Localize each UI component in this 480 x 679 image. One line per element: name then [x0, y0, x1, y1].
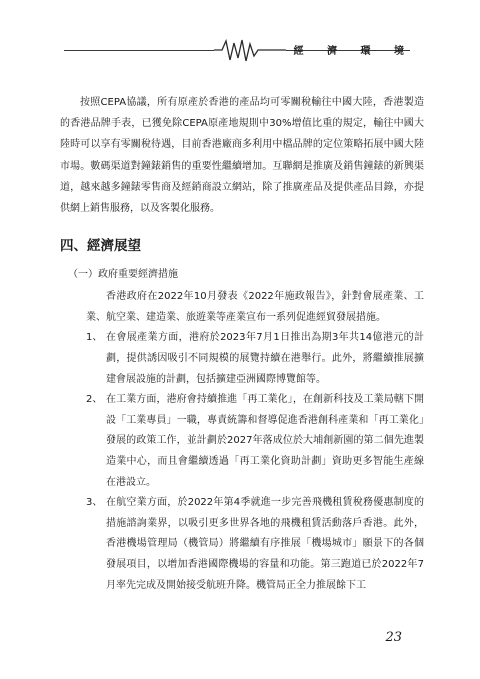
subsection-title: （一）政府重要經濟措施 — [68, 269, 178, 281]
page-number: 23 — [385, 630, 402, 645]
list-item-text: 在航空業方面，於2022年第4季就進一步完善飛機租賃稅務優惠制度的措施諮詢業界，以吸引更多世界各地的飛機租賃活動落戶香港。此外，香港機場管理局（機管局）將繼續有序推展「機場城市」願景下的各個發展項目，以增加香港國際機場的容量和功能。第三跑道已於2022年7月率先完成及開始接受航班升降。機管局正全力推展餘下工 — [106, 497, 424, 591]
header-section-label: 經 濟 環 境 — [293, 46, 414, 57]
list-item — [86, 328, 424, 390]
list-item-number: 1、 — [86, 332, 103, 344]
heartbeat-wave-icon — [214, 38, 286, 64]
page-content — [60, 92, 424, 596]
intro-paragraph: 按照CEPA協議，所有原產於香港的產品均可零關稅輸往中國大陸，香港製造的香港品牌手表，已獲免除CEPA原產地規則中30%增值比重的規定，輸往中國大陸時可以享有零關稅待遇，目前香港廠商多利用中檔品牌的定位策略拓展中國大陸市場。數碼渠道對鐘錶銷售的重要性繼續增加。互聯網是推廣及銷售鐘錶的新興渠道，越來越多鐘錶零售商及經銷商設立網站，除了推廣產品及提供產品目錄，亦提供網上銷售服務，以及客製化服務。 — [60, 97, 424, 215]
section-title: 四、經濟展望 — [60, 238, 141, 255]
list-item — [86, 390, 424, 493]
list-item-number: 2、 — [86, 394, 103, 406]
list-item-text: 在工業方面，港府會持續推進「再工業化」，在創新科技及工業局轄下開設「工業專員」一職，專責統籌和督導促進香港創科產業和「再工業化」發展的政策工作，並計劃於2027年落成位於大埔創新園的第二個先進製造業中心，而且會繼續透過「再工業化資助計劃」資助更多智能生產線在港設立。 — [106, 394, 424, 488]
list-item — [86, 493, 424, 596]
subsection-intro: 香港政府在2022年10月發表《2022年施政報告》，針對會展產業、工業、航空業、建造業、旅遊業等產業宣布一系列促進經貿發展措施。 — [86, 291, 424, 323]
list-item-text: 在會展產業方面，港府於2023年7月1日推出為期3年共14億港元的計劃，提供誘因吸引不同規模的展覽持續在港舉行。此外，將繼續推展擴建會展設施的計劃，包括擴建亞洲國際博覽館等。 — [106, 332, 424, 385]
list-item-number: 3、 — [86, 497, 103, 509]
